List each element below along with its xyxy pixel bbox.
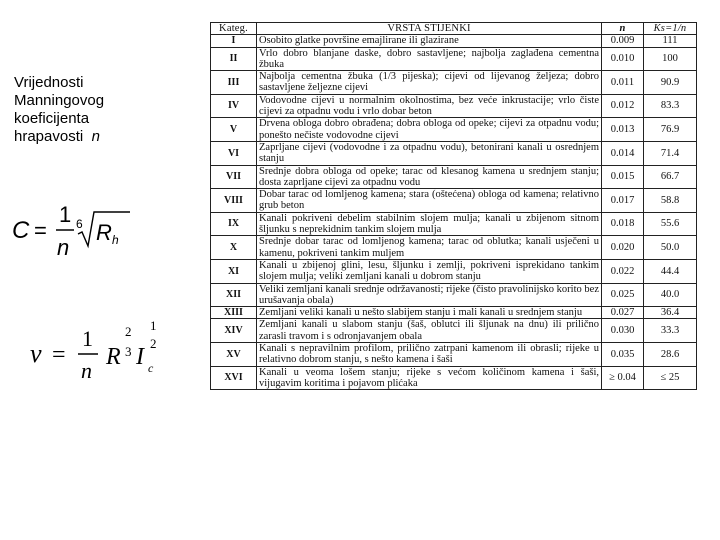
formula2-equals: = (52, 342, 66, 368)
formula2-denominator: n (81, 358, 92, 383)
formula1-subscript: h (112, 233, 119, 247)
table-header-row (211, 23, 697, 35)
description-cell: Srednje dobra obloga od opeke; tarac od klesanog kamena u srednjem stanju; dosta zaprljane cijevi za otpadnu vodu (257, 165, 602, 189)
category-cell: IX (211, 212, 257, 236)
ks-value-cell: 55.6 (644, 212, 697, 236)
n-value-cell: 0.012 (602, 94, 644, 118)
table-row (211, 94, 697, 118)
n-value-cell: 0.030 (602, 319, 644, 343)
description-cell: Veliki zemljani kanali srednje održavanosti; rijeke (čisto pravolinijsko korito bez urušavanja obala) (257, 283, 602, 307)
header-category: Kateg. (211, 23, 257, 35)
table-row (211, 212, 697, 236)
category-cell: XV (211, 343, 257, 367)
category-cell: VI (211, 141, 257, 165)
formula2-base-i: I (136, 344, 144, 370)
description-cell: Zaprljane cijevi (vodovodne i za otpadnu vodu), betonirani kanali u osrednjem stanju (257, 141, 602, 165)
formula1-numerator: 1 (59, 202, 72, 227)
ks-value-cell: 100 (644, 47, 697, 71)
category-cell: XI (211, 259, 257, 283)
n-value-cell: 0.013 (602, 118, 644, 142)
formula2-base-r: R (106, 344, 121, 370)
category-cell: I (211, 35, 257, 47)
formula1-denominator: n (57, 235, 70, 260)
description-cell: Kanali u veoma lošem stanju; rijeke s većom količinom kamena i šaši, vijugavim koritima i pojavom plićaka (257, 366, 602, 390)
description-cell: Kanali s nepravilnim profilom, prilično zatrpani kamenom ili obrasli; rijeke u relativno dobrom stanju, s nešto kamena i šaši (257, 343, 602, 367)
header-wall-type: VRSTA STIJENKI (257, 23, 602, 35)
description-cell: Dobar tarac od lomljenog kamena; stara (oštećena) obloga od kamena; relativno grub beton (257, 189, 602, 213)
n-value-cell: 0.017 (602, 189, 644, 213)
category-cell: II (211, 47, 257, 71)
table-row (211, 366, 697, 390)
manning-formula (30, 318, 180, 390)
ks-value-cell: 83.3 (644, 94, 697, 118)
category-cell: VII (211, 165, 257, 189)
n-value-cell: 0.014 (602, 141, 644, 165)
header-ks: Ks=1/n (644, 23, 697, 35)
table-row (211, 47, 697, 71)
title-line-3: koeficijenta (14, 110, 90, 127)
formula1-lhs: C (12, 217, 30, 244)
page-title (14, 74, 164, 146)
formula1-root-index: 6 (76, 217, 83, 231)
n-value-cell: 0.011 (602, 71, 644, 95)
description-cell: Vrlo dobro blanjane daske, dobro sastavljene; najbolja zaglađena cementna žbuka (257, 47, 602, 71)
n-value-cell: 0.025 (602, 283, 644, 307)
category-cell: VIII (211, 189, 257, 213)
formula2-subscript: c (148, 361, 154, 375)
formula1-radicand: R (96, 220, 112, 245)
description-cell: Najbolja cementna žbuka (1/3 pijeska); cijevi od lijevanog željeza; dobro sastavljene željezne cijevi (257, 71, 602, 95)
n-value-cell: ≥ 0.04 (602, 366, 644, 390)
category-cell: XVI (211, 366, 257, 390)
category-cell: IV (211, 94, 257, 118)
table-row (211, 236, 697, 260)
chezy-formula (12, 198, 162, 264)
formula2-exp2-den: 2 (150, 336, 157, 351)
header-n: n (602, 23, 644, 35)
ks-value-cell: 58.8 (644, 189, 697, 213)
formula2-exp2-num: 1 (150, 318, 157, 333)
ks-value-cell: 44.4 (644, 259, 697, 283)
table-row (211, 307, 697, 319)
category-cell: X (211, 236, 257, 260)
description-cell: Kanali u zbijenoj glini, lesu, šljunku i zemlji, pokriveni isprekidano tankim slojem mulja; veliki zemljani kanali u dobrom stanju (257, 259, 602, 283)
description-cell: Zemljani veliki kanali u nešto slabijem stanju i mali kanali u srednjem stanju (257, 307, 602, 319)
table-row (211, 118, 697, 142)
n-value-cell: 0.009 (602, 35, 644, 47)
table-row (211, 165, 697, 189)
ks-value-cell: ≤ 25 (644, 366, 697, 390)
category-cell: XII (211, 283, 257, 307)
ks-value-cell: 50.0 (644, 236, 697, 260)
title-line-1: Vrijednosti (14, 74, 84, 91)
description-cell: Srednje dobar tarac od lomljenog kamena; tarac od oblutka; kanali usječeni u kamenu, pokriveni tankim muljem (257, 236, 602, 260)
table-row (211, 35, 697, 47)
description-cell: Vodovodne cijevi u normalnim okolnostima, bez veće inkrustacije; vrlo čiste cijevi za otpadnu vodu i vrlo dobar beton (257, 94, 602, 118)
title-word: hrapavosti (14, 128, 84, 145)
n-value-cell: 0.018 (602, 212, 644, 236)
formula2-exp1-den: 3 (125, 344, 132, 359)
table-row (211, 259, 697, 283)
formula2-exp1-num: 2 (125, 324, 132, 339)
ks-value-cell: 111 (644, 35, 697, 47)
manning-table-container (210, 22, 696, 508)
table-row (211, 189, 697, 213)
n-value-cell: 0.022 (602, 259, 644, 283)
title-line-4 (14, 128, 164, 146)
n-value-cell: 0.020 (602, 236, 644, 260)
table-row (211, 319, 697, 343)
n-value-cell: 0.027 (602, 307, 644, 319)
title-line-2: Manningovog (14, 92, 105, 109)
formula2-lhs: v (30, 339, 42, 368)
table-row (211, 283, 697, 307)
table-row (211, 141, 697, 165)
title-variable: n (91, 128, 100, 145)
formula2-numerator: 1 (82, 326, 93, 351)
description-cell: Kanali pokriveni debelim stabilnim slojem mulja; kanali u zbijenom sitnom šljunku s neprekidnim tankim slojem mulja (257, 212, 602, 236)
n-value-cell: 0.010 (602, 47, 644, 71)
n-value-cell: 0.035 (602, 343, 644, 367)
ks-value-cell: 28.6 (644, 343, 697, 367)
description-cell: Zemljani kanali u slabom stanju (šaš, oblutci ili šljunak na dnu) ili prilično zarasli travom i s odronjavanjem obala (257, 319, 602, 343)
ks-value-cell: 40.0 (644, 283, 697, 307)
category-cell: XIII (211, 307, 257, 319)
ks-value-cell: 66.7 (644, 165, 697, 189)
n-value-cell: 0.015 (602, 165, 644, 189)
table-row (211, 71, 697, 95)
formula1-equals: = (34, 218, 47, 243)
ks-value-cell: 33.3 (644, 319, 697, 343)
category-cell: XIV (211, 319, 257, 343)
ks-value-cell: 90.9 (644, 71, 697, 95)
ks-value-cell: 36.4 (644, 307, 697, 319)
ks-value-cell: 71.4 (644, 141, 697, 165)
description-cell: Drvena obloga dobro obrađena; dobra obloga od opeke; cijevi za otpadnu vodu; ponešto nečiste vodovodne cijevi (257, 118, 602, 142)
table-body (211, 35, 697, 390)
ks-value-cell: 76.9 (644, 118, 697, 142)
description-cell: Osobito glatke površine emajlirane ili glazirane (257, 35, 602, 47)
category-cell: III (211, 71, 257, 95)
manning-coefficient-table (210, 22, 697, 390)
category-cell: V (211, 118, 257, 142)
table-row (211, 343, 697, 367)
